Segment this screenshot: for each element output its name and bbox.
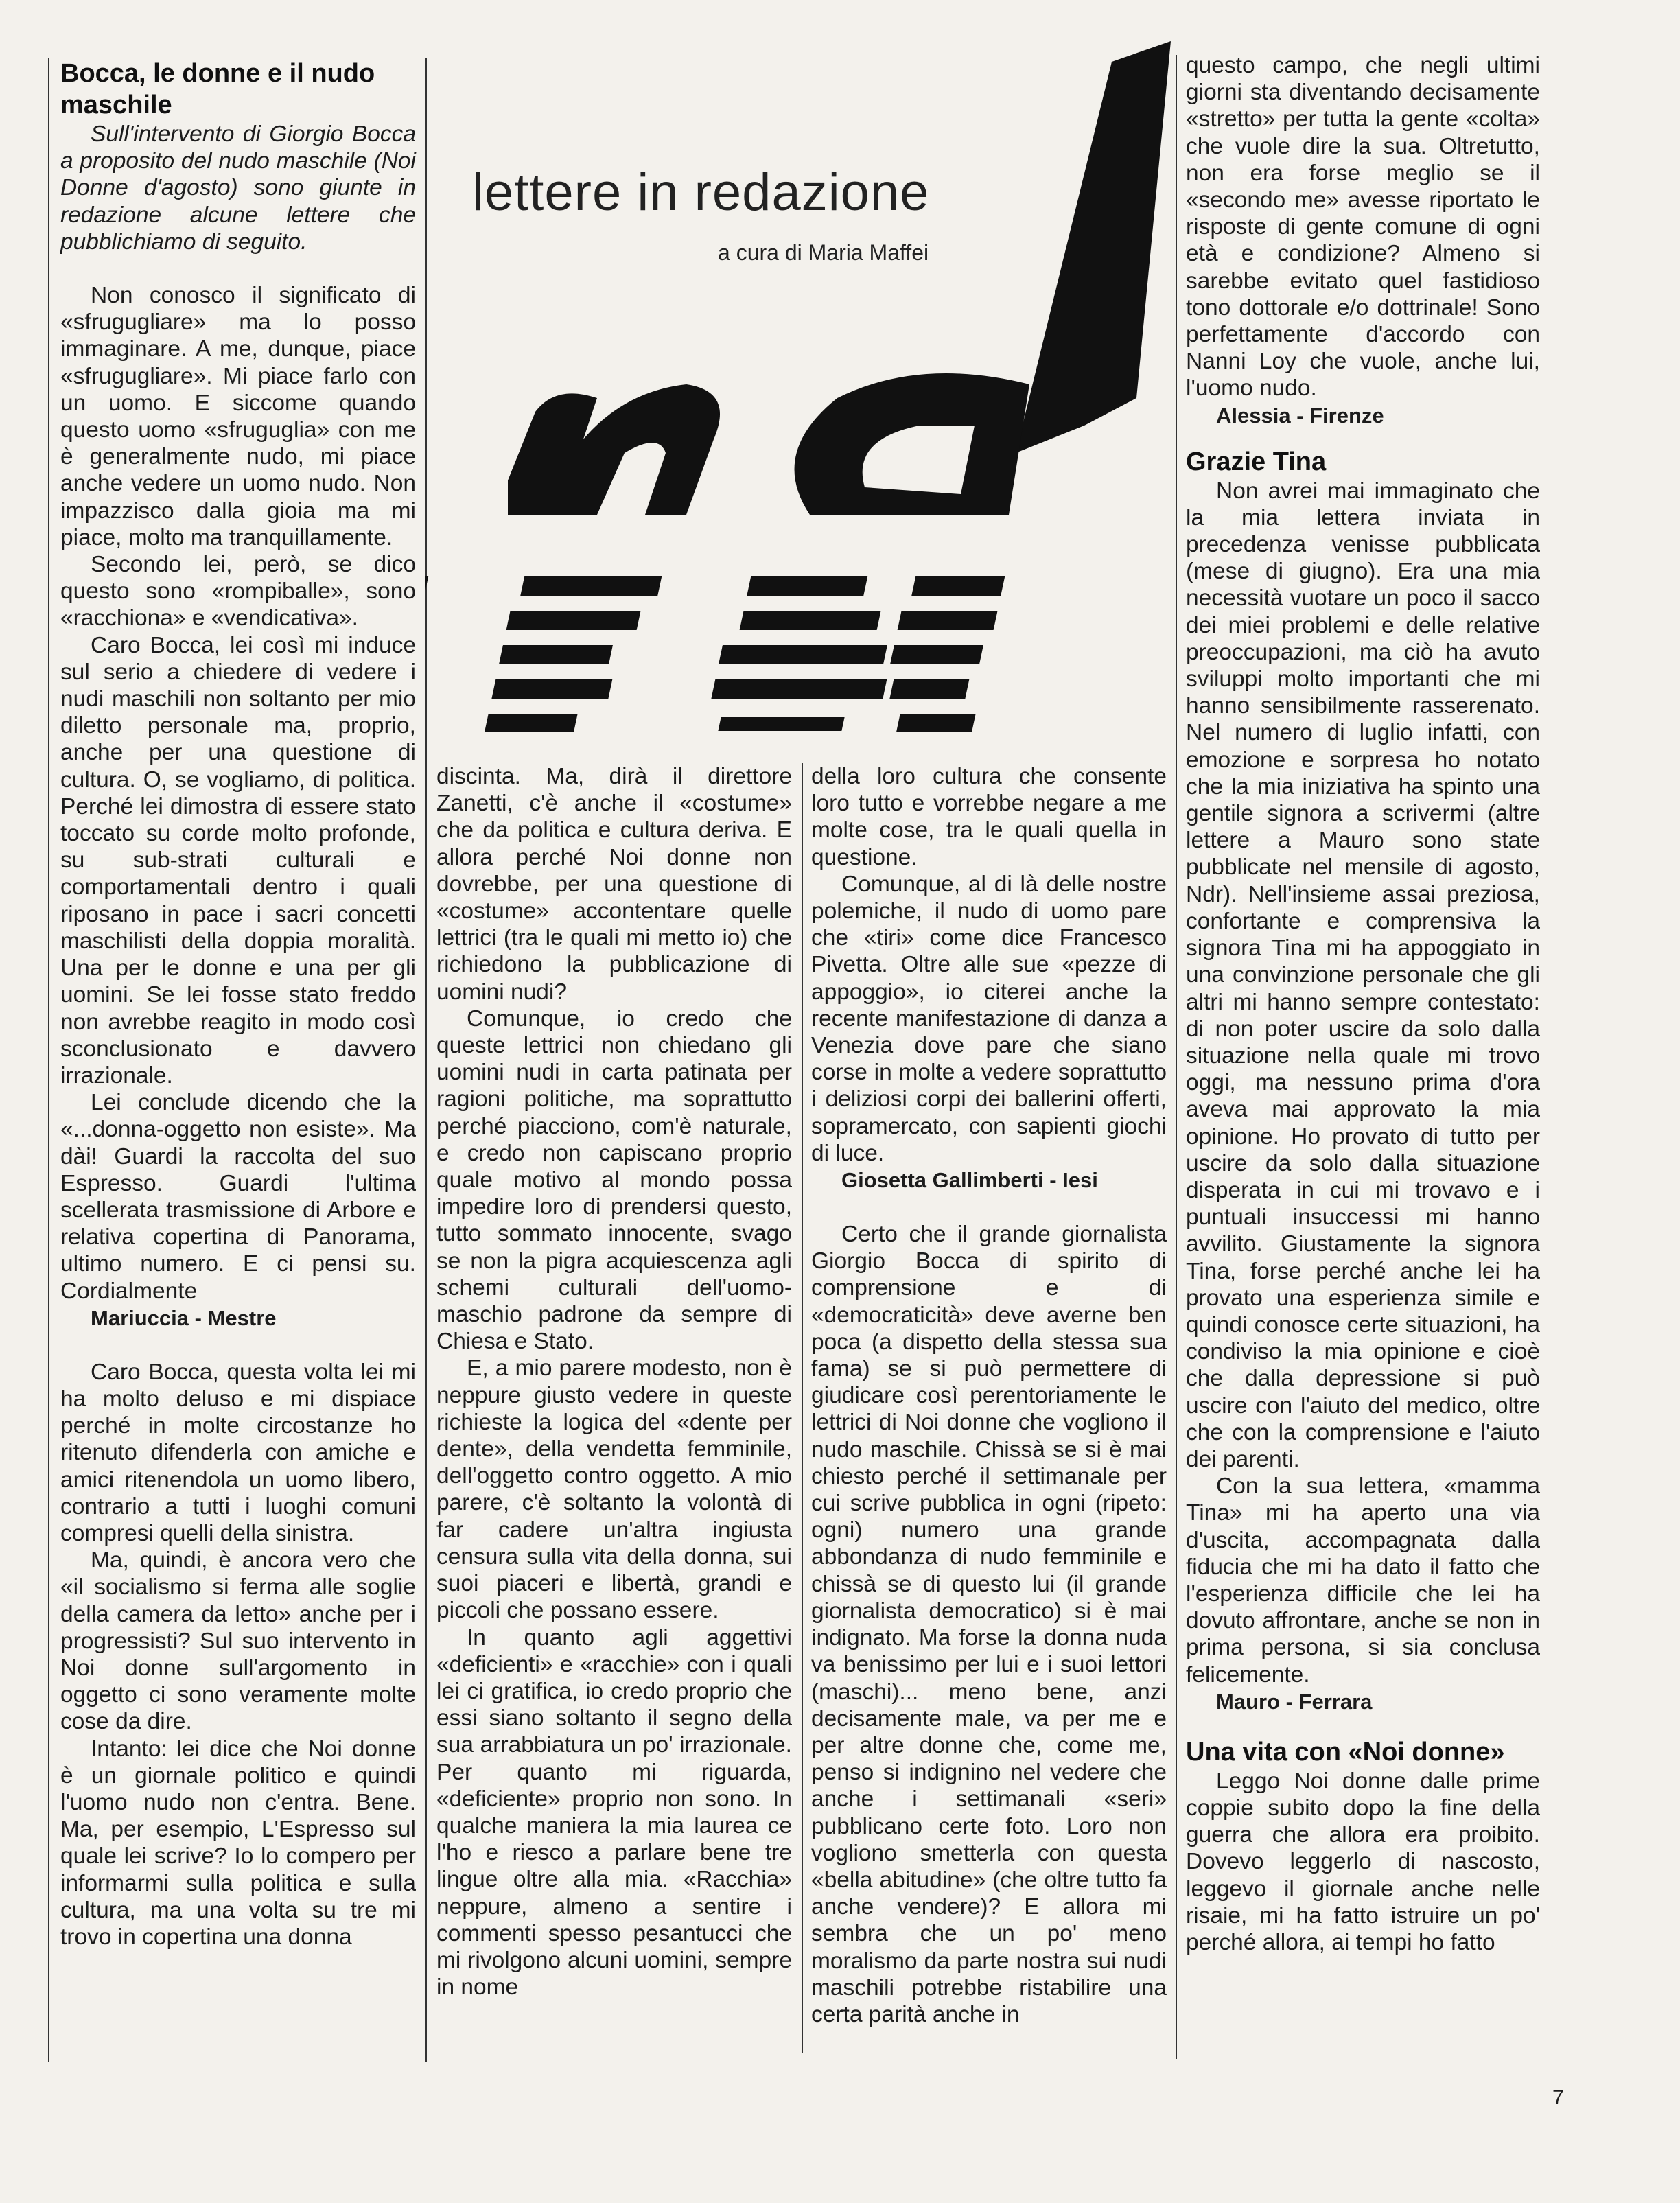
heading-una-vita: Una vita con «Noi donne» <box>1186 1737 1505 1767</box>
page-number: 7 <box>1552 2086 1564 2109</box>
letter2-end-para: della loro cultura che consente loro tutto e vorrebbe negare a me molte cose, tra le quali quella in questione. <box>811 764 1167 870</box>
column-rule-2 <box>802 763 803 2053</box>
column-4 <box>1186 52 1540 1956</box>
letter1-signature: Mariuccia - Mestre <box>91 1305 277 1330</box>
column-2 <box>436 763 792 2001</box>
column-3 <box>811 763 1167 2028</box>
logo-letter-n <box>508 384 720 515</box>
letter2-signature: Giosetta Gallimberti - Iesi <box>841 1168 1098 1193</box>
logo-stripes <box>425 576 1005 741</box>
letter5-para: Leggo Noi donne dalle prime coppie subito dopo la fine della guerra che allora era proibito. Dovevo leggerlo di nascosto, leggevo il giornale anche nelle risaie, mi ha fatto istruire un po' perché allora, ai tempi ho fatto <box>1186 1768 1540 1955</box>
letter4-para: Con la sua lettera, «mamma Tina» mi ha aperto una via d'uscita, accompagnata dalla fiducia che mi ha dato il fatto che l'esperienza difficile che lei ha dovuto affrontare, anche se non in prima persona, si sia conclusa felicemente. <box>1186 1473 1540 1688</box>
column-1 <box>60 58 416 1950</box>
letter3-cont-para: questo campo, che negli ultimi giorni sta diventando decisamente «stretto» per tutta la gente «colta» che vuole dire la sua. Oltretutto, non era forse meglio se il «secondo me» avesse riportato le risposte di gente comune di ogni età e condizione? Almeno si sarebbe evitato quel fastidioso tono dottorale e/o dottrinale! Sono perfettamente d'accordo con Nanni Loy che vuole, anche lui, l'uomo nudo. <box>1186 53 1540 401</box>
letter3-signature: Alessia - Firenze <box>1216 403 1384 428</box>
letter4-signature: Mauro - Ferrara <box>1216 1689 1373 1714</box>
letter2-end-para: Comunque, al di là delle nostre polemiche, il nudo di uomo pare che «tiri» come dice Francesco Pivetta. Oltre alle sue «pezze di appoggio», io citerei anche la recente manifestazione di danza a Venezia dove pare che siano corse in molte a vedere soprattutto i deliziosi corpi dei ballerini offerti, sopramercato, con sapienti giochi di luce. <box>811 871 1167 1166</box>
letter2-cont-para: In quanto agli aggettivi «deficienti» e «racchie» con i quali lei ci gratifica, io credo proprio che essi siano soltanto il segno della sua arrabbiatura un po' irrazionale. Per quanto mi riguarda, «deficiente» proprio non sono. In qualche maniera la mia laurea ce l'ho e riesco a parlare bene tre lingue oltre alla mia. «Racchia» neppure, almeno a sentire i commenti spesso pesantucci che mi rivolgono alcuni uomini, sempre in nome <box>436 1624 792 2001</box>
letter1-para: Caro Bocca, lei così mi induce sul serio a chiedere di vedere i nudi maschili non soltanto per mio diletto personale ma, proprio, anche per una questione di cultura. O, se vogliamo, di politica. Perché lei dimostra di essere stato toccato su corde molto profonde, su sub-strati culturali e comportamentali dentro i quali riposano in pace i sacri concetti maschilisti della doppia moralità. Una per le donne e una per gli uomini. Se lei fosse stato freddo non avrebbe reagito in modo così sconclusionato e davvero irrazionale. <box>60 632 416 1088</box>
letter1-para: Lei conclude dicendo che la «...donna-oggetto non esiste». Ma dài! Guardi la raccolta del suo Espresso. Guardi l'ultima scellerata trasmissione di Arbore e relativa copertina di Panorama, ultimo numero. E ci pensi su. Cordialmente <box>60 1090 416 1304</box>
article-heading: Bocca, le donne e il nudo maschile <box>60 59 375 119</box>
logo-letter-d <box>795 373 1030 515</box>
letter3-para: Certo che il grande giornalista Giorgio Bocca di spirito di comprensione e di «democraticità» deve averne ben poca (a dispetto della stessa sua fama) se si può permettere di giudicare così perentoriamente le lettrici di Noi donne che vogliono il nudo maschile. Chissà se si è mai chiesto perché il settimanale per cui scrive pubblica in ogni (ripeto: ogni) numero una grande abbondanza di nudo femminile e chissà se di questo lui (il grande giornalista democratico) si è mai indignato. Ma forse la donna nuda va benissimo per lui e i suoi lettori (maschi)... meno bene, anzi decisamente male, va per me e per altre donne che, come me, penso si indignino nel vedere che anche i settimanali «seri» pubblicano certe foto. Loro non vogliono smetterla con questa «bella abitudine» (che oltre tutto fa anche vendere)? E allora mi sembra che un po' meno moralismo da parte nostra sui nudi maschili potrebbe ristabilire una certa parità anche in <box>811 1222 1167 2027</box>
section-title: lettere in redazione <box>472 163 930 222</box>
letter2-cont-para: discinta. Ma, dirà il direttore Zanetti, c'è anche il «costume» che da politica e cultura deriva. E allora perché Noi donne non dovrebbe, per una questione di «costume» accontentare quelle lettrici (tra le quali mi metto io) che richiedono la pubblicazione di uomini nudi? <box>436 764 792 1005</box>
section-editor: a cura di Maria Maffei <box>718 240 929 265</box>
letter2-para: Caro Bocca, questa volta lei mi ha molto deluso e mi dispiace perché in molte circostanze ho ritenuto difenderla con amiche e amici ritenendola un uomo libero, contrario a tutti i luoghi comuni compresi quelli della sinistra. <box>60 1359 416 1546</box>
letter4-para: Non avrei mai immaginato che la mia lettera inviata in precedenza venisse pubblicata (mese di giugno). Era una mia necessità vuotare un poco il sacco dei miei problemi e delle relative preoccupazioni, ma ciò ha avuto sviluppi molto importanti che mi hanno sensibilmente rasserenato. Nel numero di luglio infatti, con emozione e sorpresa ho notato che la mia iniziativa ha spinto una gentile signora a scrivermi (altre lettere a Mauro sono state pubblicate nel mensile di agosto, Ndr). Nell'insieme assai preziosa, confortante e comprensiva la signora Tina mi ha appoggiato in una convinzione personale che gli altri mi hanno sempre contestato: di non poter uscire da solo dalla situazione nella quale mi trovo oggi, ma nessuno prima d'ora aveva mai approvato la mia opinione. Ho provato di tutto per uscire da solo dalla situazione disperata in cui mi trovavo e i puntuali insuccessi mi hanno avvilito. Giustamente la signora Tina, forse perché anche lei ha provato una esperienza simile e quindi conosce certe situazioni, ha condiviso la mia opinione e cioè che dalla depressione si può uscire con l'aiuto del medico, oltre che con la comprensione e l'aiuto dei parenti. <box>1186 478 1540 1472</box>
nudo-logo-graphic <box>425 41 1180 762</box>
heading-grazie-tina: Grazie Tina <box>1186 447 1327 476</box>
letter2-para: Intanto: lei dice che Noi donne è un giornale politico e quindi l'uomo nudo non c'entra. Bene. Ma, per esempio, L'Espresso sul quale lei scrive? Io lo compero per informarmi sulla politica e sulla cultura, ma una volta su tre mi trovo in copertina una donna <box>60 1736 416 1950</box>
letter1-para: Secondo lei, però, se dico questo sono «rompiballe», sono «racchiona» e «vendicativa». <box>60 552 416 631</box>
letter2-cont-para: E, a mio parere modesto, non è neppure giusto vedere in queste richieste la logica del «dente per dente», della vendetta femminile, dell'oggetto contro oggetto. A mio parere, c'è soltanto la volontà di far cadere un'altra ingiusta censura sulla vita della donna, sui suoi piaceri e libertà, grandi e piccoli che possano essere. <box>436 1355 792 1624</box>
letter1-para: Non conosco il significato di «sfrugugliare» ma lo posso immaginare. A me, dunque, piace «sfrugugliare». Mi piace farlo con un uomo. E siccome quando questo uomo «sfruguglia» con me è generalmente nudo, mi piace anche vedere un uomo nudo. Non impazzisco dalla gioia ma mi piace, molto ma tranquillamente. <box>60 283 416 550</box>
column-rule-left <box>48 58 49 2062</box>
letter2-cont-para: Comunque, io credo che queste lettrici non chiedano gli uomini nudi in carta patinata per ragioni politiche, ma soprattutto perché piacciono, com'è naturale, e credo non capiscano proprio quale motivo al mondo possa impedire loro di prendersi questo, tutto sommato innocente, svago se non la pigra acquiescenza agli schemi culturali dell'uomo-maschio padrone da sempre di Chiesa e Stato. <box>436 1005 792 1355</box>
article-intro: Sull'intervento di Giorgio Bocca a proposito del nudo maschile (Noi Donne d'agosto) sono giunte in redazione alcune lettere che pubblichiamo di seguito. <box>60 121 416 255</box>
logo-tall-stroke <box>1016 41 1171 453</box>
letter2-para: Ma, quindi, è ancora vero che «il socialismo si ferma alle soglie della camera da letto» anche per i progressisti? Sul suo intervento in Noi donne sull'argomento in oggetto ci sono veramente molte cose da dire. <box>60 1548 416 1735</box>
